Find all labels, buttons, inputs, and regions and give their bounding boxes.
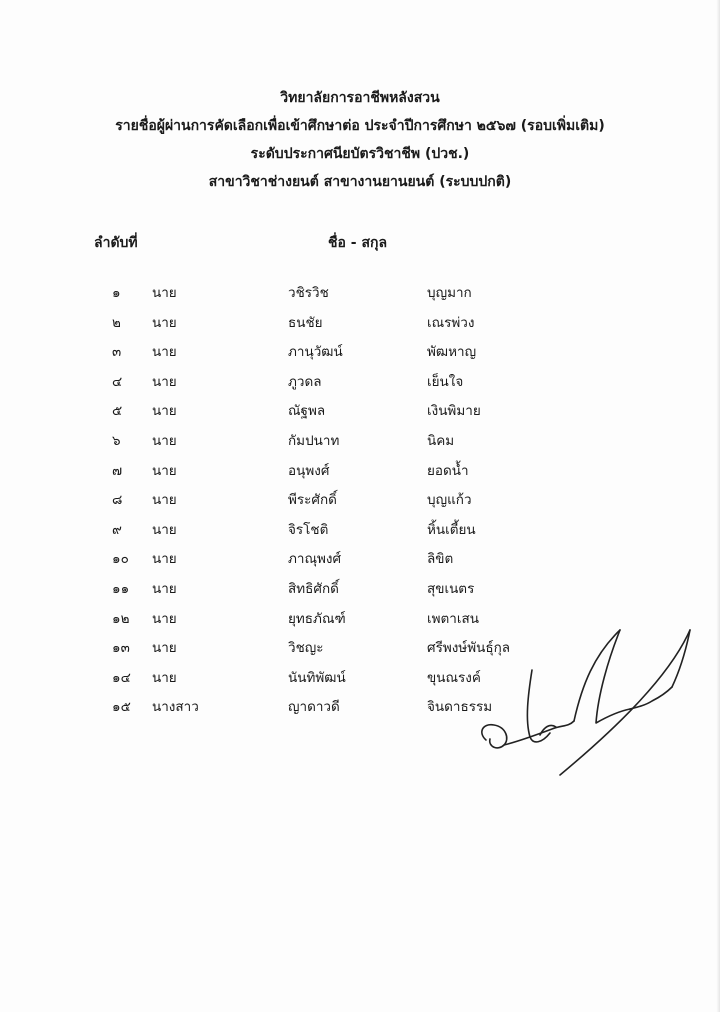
student-number: ๙	[112, 521, 122, 538]
student-first-name: ญาดาวดี	[288, 699, 340, 716]
student-row	[0, 578, 720, 608]
student-first-name: วิชญะ	[288, 640, 324, 657]
student-number: ๔	[112, 373, 123, 390]
student-first-name: ภูวดล	[288, 373, 322, 390]
student-row	[0, 519, 720, 549]
student-first-name: สิทธิศักดิ์	[288, 580, 339, 597]
student-first-name: วชิรวิช	[288, 285, 329, 301]
student-last-name: ยอดน้ำ	[427, 462, 469, 479]
student-number: ๑๕	[112, 699, 131, 716]
student-last-name: เย็นใจ	[427, 373, 464, 390]
student-row	[0, 341, 720, 371]
student-number: ๒	[112, 314, 121, 331]
student-number: ๖	[112, 432, 121, 449]
list-title: รายชื่อผู้ผ่านการคัดเลือกเพื่อเข้าศึกษาต่อ ประจำปีการศึกษา ๒๕๖๗ (รอบเพิ่มเติม)	[115, 118, 605, 134]
column-header-name: ชื่อ - สกุล	[328, 235, 388, 251]
student-last-name: จินดาธรรม	[427, 699, 493, 716]
student-last-name: เพตาเสน	[427, 610, 479, 627]
student-number: ๑๑	[112, 580, 130, 597]
student-first-name: ภาณุพงศ์	[288, 551, 342, 568]
student-last-name: นิคม	[427, 432, 455, 449]
student-last-name: ขุนณรงค์	[427, 669, 481, 686]
student-row	[0, 371, 720, 401]
student-row	[0, 400, 720, 430]
student-last-name: บุญแก้ว	[427, 492, 472, 509]
student-title: นาย	[152, 492, 177, 509]
handwritten-signature	[470, 615, 700, 785]
student-row	[0, 548, 720, 578]
certificate-level: ระดับประกาศนียบัตรวิชาชีพ (ปวช.)	[250, 146, 470, 162]
student-row	[0, 460, 720, 490]
program-name: สาขาวิชาช่างยนต์ สาขางานยานยนต์ (ระบบปกติ)	[208, 174, 512, 190]
document-header	[0, 84, 720, 196]
student-row	[0, 282, 720, 312]
student-first-name: ธนชัย	[288, 314, 323, 331]
student-title: นาย	[152, 373, 177, 390]
student-last-name: พัฒหาญ	[427, 344, 477, 361]
student-first-name: จิรโชติ	[288, 521, 329, 538]
student-number: ๑๔	[112, 669, 131, 686]
student-first-name: ยุทธภัณฑ์	[288, 610, 346, 627]
student-last-name: ลิขิต	[427, 551, 454, 568]
student-row	[0, 430, 720, 460]
student-number: ๑	[112, 285, 121, 301]
student-first-name: ณัฐพล	[288, 403, 326, 420]
student-title: นาย	[152, 551, 177, 568]
student-first-name: นันทิพัฒน์	[288, 669, 346, 686]
student-number: ๘	[112, 492, 123, 509]
student-number: ๑๓	[112, 640, 130, 657]
college-name: วิทยาลัยการอาชีพหลังสวน	[280, 90, 440, 106]
student-first-name: พีระศักดิ์	[288, 492, 337, 509]
student-number: ๗	[112, 462, 123, 479]
student-last-name: ศรีพงษ์พันธุ์กุล	[427, 640, 511, 657]
student-title: นาย	[152, 285, 177, 301]
column-header-no: ลำดับที่	[94, 235, 138, 251]
student-row	[0, 489, 720, 519]
student-number: ๑๐	[112, 551, 129, 568]
student-title: นาย	[152, 669, 177, 686]
student-first-name: ภานุวัฒน์	[288, 344, 343, 361]
student-title: นาย	[152, 521, 177, 538]
student-title: นาย	[152, 403, 177, 420]
student-title: นาย	[152, 610, 177, 627]
student-title: นาย	[152, 314, 177, 331]
student-first-name: อนุพงศ์	[288, 462, 330, 479]
student-last-name: หิ้นเตี้ยน	[427, 521, 476, 538]
student-title: นาย	[152, 580, 177, 597]
student-number: ๑๒	[112, 610, 130, 627]
student-last-name: เงินพิมาย	[427, 403, 481, 420]
student-title: นาย	[152, 640, 177, 657]
student-title: นาย	[152, 462, 177, 479]
student-last-name: สุขเนตร	[427, 580, 475, 597]
student-last-name: บุญมาก	[427, 285, 472, 301]
student-title: นางสาว	[152, 699, 199, 716]
student-last-name: เณรพ่วง	[427, 314, 475, 331]
student-number: ๓	[112, 344, 122, 361]
student-title: นาย	[152, 432, 177, 449]
student-title: นาย	[152, 344, 177, 361]
student-number: ๕	[112, 403, 123, 420]
student-first-name: กัมปนาท	[288, 432, 340, 449]
student-row	[0, 312, 720, 342]
